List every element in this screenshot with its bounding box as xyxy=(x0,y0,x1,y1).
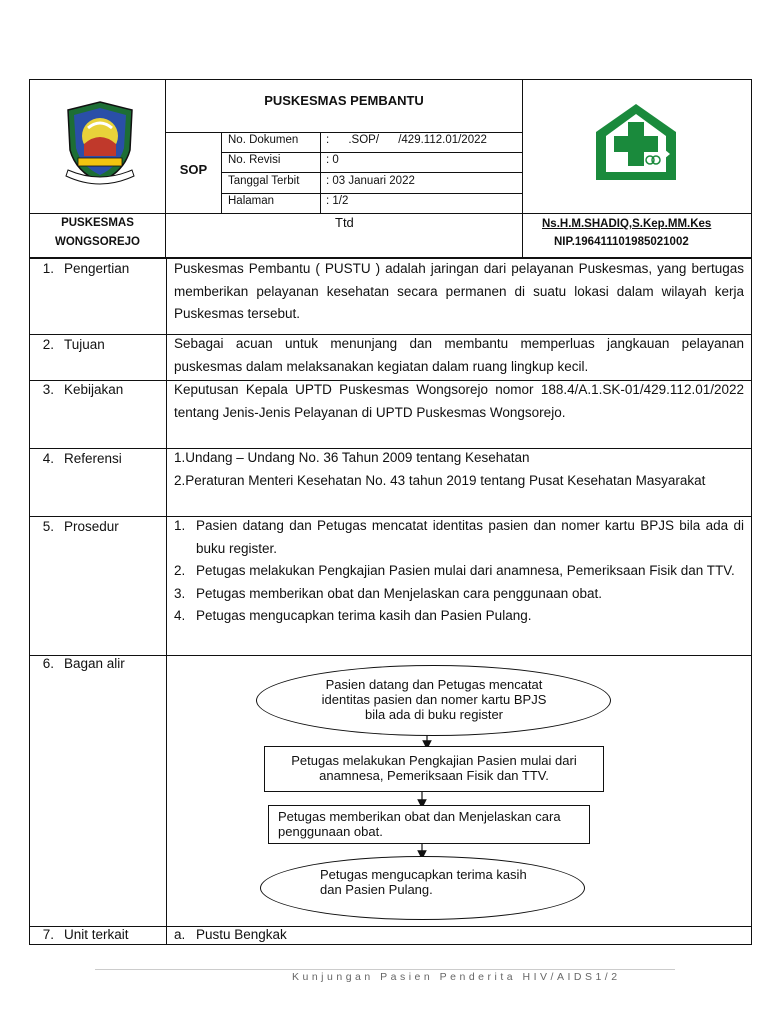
footer-text: Kunjungan Pasien Penderita HIV/AIDS1/2 xyxy=(292,971,621,983)
section-label-unit-terkait: 7. Unit terkait xyxy=(42,927,129,942)
flowchart-step-3-text: Petugas memberikan obat dan Menjelaskan cara penggunaan obat. xyxy=(278,809,561,839)
list-item: 3. Petugas memberikan obat dan Menjelaskan cara penggunaan obat. xyxy=(174,585,603,601)
doc-field-label: Halaman xyxy=(228,195,275,207)
list-item: 4. Petugas mengucapkan terima kasih dan Pasien Pulang. xyxy=(174,608,532,623)
document-title: PUSKESMAS PEMBANTU xyxy=(264,93,424,108)
footer-rule xyxy=(95,969,675,970)
doc-field-value: : 1/2 xyxy=(326,195,349,207)
doc-field-value: : .SOP/ /429.112.01/2022 xyxy=(326,134,487,146)
doc-field-label: Tanggal Terbit xyxy=(228,175,300,187)
section-label-kebijakan: 3. Kebijakan xyxy=(42,382,124,397)
section-text-kebijakan: Keputusan Kepala UPTD Puskesmas Wongsorejo nomor 188.4/A.1.SK-01/429.112.01/2022 tentang Jenis-Jenis Pelayanan di UPTD Puskesmas Wongsorejo. xyxy=(174,382,744,420)
doc-field-label: No. Dokumen xyxy=(228,134,299,146)
sop-label: SOP xyxy=(179,162,208,177)
flowchart-step-1-text: Pasien datang dan Petugas mencatat identitas pasien dan nomer kartu BPJS bila ada di buku register xyxy=(321,677,547,722)
doc-field-value: : 0 xyxy=(326,154,339,166)
section-text-pengertian: Puskesmas Pembantu ( PUSTU ) adalah jaringan dari pelayanan Puskesmas, yang bertugas memberikan pelayanan kesehatan secara permanen di suatu lokasi dalam wilayah kerja Puskesmas tersebut. xyxy=(174,261,744,321)
list-item: 2. Petugas melakukan Pengkajian Pasien mulai dari anamnesa, Pemeriksaan Fisik dan TTV. xyxy=(174,563,735,578)
signature-text: Ttd xyxy=(335,215,354,230)
org-line-1: PUSKESMAS xyxy=(61,217,134,229)
section-items-unit-terkait xyxy=(174,924,744,947)
flowchart-step-2-text: Petugas melakukan Pengkajian Pasien mulai dari anamnesa, Pemeriksaan Fisik dan TTV. xyxy=(291,753,577,783)
list-item: 1. Pasien datang dan Petugas mencatat identitas pasien dan nomer kartu BPJS bila ada di buku register. xyxy=(174,518,744,556)
section-label-pengertian: 1. Pengertian xyxy=(42,261,130,276)
signer-nip: NIP.196411101985021002 xyxy=(554,236,689,248)
org-line-2: WONGSOREJO xyxy=(55,236,140,248)
flowchart-step-4-text: Petugas mengucapkan terima kasih dan Pasien Pulang. xyxy=(320,867,527,897)
signer-name: Ns.H.M.SHADIQ,S.Kep.MM.Kes xyxy=(542,218,712,230)
section-label-tujuan: 2. Tujuan xyxy=(42,337,105,352)
section-label-prosedur: 5. Prosedur xyxy=(42,519,119,534)
list-item: a. Pustu Bengkak xyxy=(174,927,287,942)
reference-item: 1.Undang – Undang No. 36 Tahun 2009 tentang Kesehatan xyxy=(174,450,530,465)
reference-item: 2.Peraturan Menteri Kesehatan No. 43 tahun 2019 tentang Pusat Kesehatan Masyarakat xyxy=(174,472,706,488)
doc-field-value: : 03 Januari 2022 xyxy=(326,175,415,187)
section-text-tujuan: Sebagai acuan untuk menunjang dan membantu memperluas jangkauan pelayanan puskesmas dalam melaksanakan kegiatan dalam ruang lingkup kecil. xyxy=(174,336,744,374)
section-label-referensi: 4. Referensi xyxy=(42,451,122,466)
doc-field-label: No. Revisi xyxy=(228,154,281,166)
section-label-bagan-alir: 6. Bagan alir xyxy=(42,656,125,671)
